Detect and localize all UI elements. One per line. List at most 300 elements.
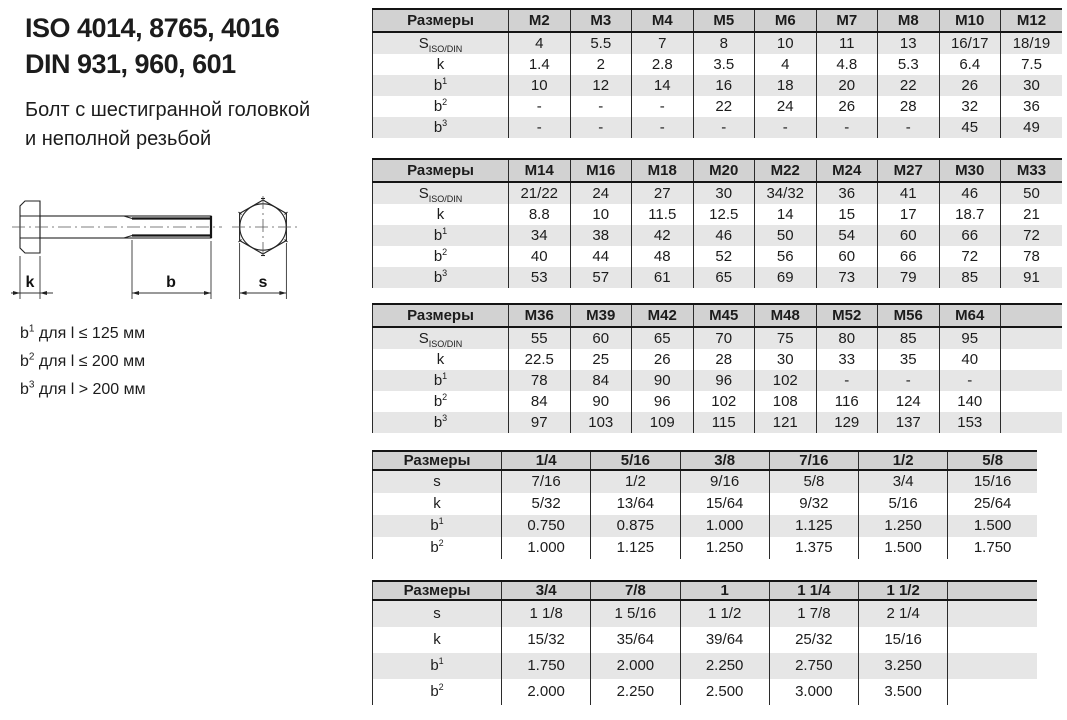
value-cell: 1.250	[859, 515, 948, 537]
value-cell: 80	[816, 327, 878, 349]
bolt-technical-drawing	[8, 188, 310, 310]
dimension-b	[132, 240, 211, 299]
table-row	[373, 470, 1038, 493]
value-cell: 15/16	[859, 627, 948, 653]
row-label: k	[373, 627, 502, 653]
empty-cell	[1001, 391, 1063, 412]
table-row	[373, 627, 1038, 653]
value-cell: 3.5	[693, 54, 755, 75]
value-cell: 73	[816, 267, 878, 288]
size-table-2	[372, 158, 1062, 288]
value-cell: 65	[693, 267, 755, 288]
value-cell: 21/22	[509, 182, 571, 204]
value-cell: 56	[755, 246, 817, 267]
value-cell: 11.5	[632, 204, 694, 225]
column-header: 5/16	[591, 451, 680, 470]
table-row	[373, 653, 1038, 679]
value-cell: 57	[570, 267, 632, 288]
value-cell: 35	[878, 349, 940, 370]
row-label: $b^2$	[373, 679, 502, 705]
column-header: M52	[816, 304, 878, 327]
value-cell: 153	[939, 412, 1001, 433]
value-cell: 140	[939, 391, 1001, 412]
value-cell: 9/16	[680, 470, 769, 493]
column-header: 1/2	[859, 451, 948, 470]
value-cell: 90	[570, 391, 632, 412]
header-row	[373, 451, 1038, 470]
column-header: M30	[939, 159, 1001, 182]
value-cell: 24	[570, 182, 632, 204]
value-cell: 0.875	[591, 515, 680, 537]
table-row	[373, 537, 1038, 559]
value-cell: 14	[632, 75, 694, 96]
value-cell: 13/64	[591, 493, 680, 515]
value-cell: 108	[755, 391, 817, 412]
table-row	[373, 225, 1063, 246]
header-row	[373, 159, 1063, 182]
value-cell: 96	[632, 391, 694, 412]
value-cell: 25	[570, 349, 632, 370]
empty-cell	[1001, 349, 1063, 370]
table-row	[373, 370, 1063, 391]
value-cell: 10	[755, 32, 817, 54]
value-cell: 7.5	[1001, 54, 1063, 75]
value-cell: 34/32	[755, 182, 817, 204]
value-cell: 1.000	[680, 515, 769, 537]
note-b2: $b^2$ для l ≤ 200 мм	[20, 351, 146, 370]
value-cell: 38	[570, 225, 632, 246]
value-cell: 16/17	[939, 32, 1001, 54]
value-cell: 2	[570, 54, 632, 75]
value-cell: 1.500	[859, 537, 948, 559]
value-cell: 1.125	[591, 537, 680, 559]
value-cell: 24	[755, 96, 817, 117]
value-cell: 129	[816, 412, 878, 433]
value-cell: 20	[816, 75, 878, 96]
value-cell: 1 1/2	[680, 600, 769, 627]
value-cell: -	[816, 370, 878, 391]
value-cell: 50	[1001, 182, 1063, 204]
value-cell: 55	[509, 327, 571, 349]
value-cell: 12.5	[693, 204, 755, 225]
value-cell: 40	[509, 246, 571, 267]
row-label: $b^3$	[373, 267, 509, 288]
column-header: 1 1/4	[769, 581, 858, 600]
row-label: $b^1$	[373, 515, 502, 537]
value-cell: 17	[878, 204, 940, 225]
corner-header: Размеры	[373, 451, 502, 470]
column-header: 5/8	[948, 451, 1037, 470]
value-cell: 14	[755, 204, 817, 225]
value-cell: 79	[878, 267, 940, 288]
value-cell: 44	[570, 246, 632, 267]
value-cell: 60	[878, 225, 940, 246]
value-cell: 1/2	[591, 470, 680, 493]
empty-cell	[948, 679, 1037, 705]
value-cell: 1.250	[680, 537, 769, 559]
header-row	[373, 9, 1063, 32]
value-cell: 28	[693, 349, 755, 370]
corner-header: Размеры	[373, 9, 509, 32]
row-label: s	[373, 600, 502, 627]
value-cell: 66	[878, 246, 940, 267]
value-cell: 60	[816, 246, 878, 267]
value-cell: 1.4	[509, 54, 571, 75]
row-label: $b^2$	[373, 391, 509, 412]
table-row	[373, 182, 1063, 204]
column-header: 3/4	[502, 581, 591, 600]
value-cell: 52	[693, 246, 755, 267]
value-cell: -	[693, 117, 755, 138]
value-cell: 25/64	[948, 493, 1037, 515]
value-cell: 46	[693, 225, 755, 246]
column-header: M48	[755, 304, 817, 327]
value-cell: 26	[632, 349, 694, 370]
row-label: $b^2$	[373, 537, 502, 559]
table-row	[373, 679, 1038, 705]
value-cell: 1.750	[502, 653, 591, 679]
value-cell: 18.7	[939, 204, 1001, 225]
value-cell: 30	[755, 349, 817, 370]
value-cell: 2.500	[680, 679, 769, 705]
value-cell: 85	[939, 267, 1001, 288]
value-cell: 65	[632, 327, 694, 349]
table-row	[373, 391, 1063, 412]
value-cell: 91	[1001, 267, 1063, 288]
column-header: M64	[939, 304, 1001, 327]
header-row	[373, 304, 1063, 327]
value-cell: -	[570, 96, 632, 117]
value-cell: 5/8	[769, 470, 858, 493]
value-cell: 84	[509, 391, 571, 412]
value-cell: 60	[570, 327, 632, 349]
value-cell: 27	[632, 182, 694, 204]
row-label: $b^1$	[373, 225, 509, 246]
value-cell: 18/19	[1001, 32, 1063, 54]
value-cell: 15/64	[680, 493, 769, 515]
value-cell: 2.250	[680, 653, 769, 679]
row-label: s	[373, 470, 502, 493]
value-cell: 2 1/4	[859, 600, 948, 627]
empty-cell	[948, 653, 1037, 679]
value-cell: 0.750	[502, 515, 591, 537]
value-cell: 30	[1001, 75, 1063, 96]
table-row	[373, 515, 1038, 537]
value-cell: 2.8	[632, 54, 694, 75]
row-label: k	[373, 54, 509, 75]
dim-label-k: k	[25, 274, 35, 291]
row-label: $b^2$	[373, 246, 509, 267]
value-cell: 10	[509, 75, 571, 96]
corner-header: Размеры	[373, 304, 509, 327]
value-cell: 26	[939, 75, 1001, 96]
value-cell: 78	[509, 370, 571, 391]
value-cell: 46	[939, 182, 1001, 204]
value-cell: 1.500	[948, 515, 1037, 537]
table-row	[373, 75, 1063, 96]
value-cell: 95	[939, 327, 1001, 349]
value-cell: 3/4	[859, 470, 948, 493]
value-cell: 1 5/16	[591, 600, 680, 627]
value-cell: 36	[1001, 96, 1063, 117]
value-cell: 115	[693, 412, 755, 433]
table-row	[373, 267, 1063, 288]
value-cell: 8.8	[509, 204, 571, 225]
value-cell: 4.8	[816, 54, 878, 75]
value-cell: 70	[693, 327, 755, 349]
column-header: M20	[693, 159, 755, 182]
empty-header	[1001, 304, 1063, 327]
table-row	[373, 117, 1063, 138]
value-cell: 45	[939, 117, 1001, 138]
value-cell: -	[878, 117, 940, 138]
column-header: M18	[632, 159, 694, 182]
column-header: M45	[693, 304, 755, 327]
value-cell: 42	[632, 225, 694, 246]
value-cell: 6.4	[939, 54, 1001, 75]
column-header: M39	[570, 304, 632, 327]
value-cell: 10	[570, 204, 632, 225]
value-cell: 102	[755, 370, 817, 391]
empty-cell	[948, 627, 1037, 653]
value-cell: 75	[755, 327, 817, 349]
value-cell: 26	[816, 96, 878, 117]
value-cell: 121	[755, 412, 817, 433]
value-cell: 13	[878, 32, 940, 54]
value-cell: 1.125	[769, 515, 858, 537]
value-cell: 109	[632, 412, 694, 433]
row-label: k	[373, 349, 509, 370]
column-header: M3	[570, 9, 632, 32]
table-row	[373, 600, 1038, 627]
value-cell: 41	[878, 182, 940, 204]
value-cell: 22	[693, 96, 755, 117]
value-cell: 66	[939, 225, 1001, 246]
value-cell: 53	[509, 267, 571, 288]
value-cell: 39/64	[680, 627, 769, 653]
value-cell: 49	[1001, 117, 1063, 138]
corner-header: Размеры	[373, 581, 502, 600]
value-cell: 5.3	[878, 54, 940, 75]
value-cell: 1.000	[502, 537, 591, 559]
value-cell: 4	[755, 54, 817, 75]
column-header: M8	[878, 9, 940, 32]
product-description	[25, 96, 310, 154]
header-row	[373, 581, 1038, 600]
row-label: $S_{ISO/DIN}$	[373, 182, 509, 204]
value-cell: 15/16	[948, 470, 1037, 493]
value-cell: 2.750	[769, 653, 858, 679]
column-header: M4	[632, 9, 694, 32]
column-header: M10	[939, 9, 1001, 32]
value-cell: 96	[693, 370, 755, 391]
value-cell: -	[509, 117, 571, 138]
value-cell: 69	[755, 267, 817, 288]
size-table-4	[372, 450, 1037, 559]
value-cell: -	[632, 96, 694, 117]
column-header: 7/16	[769, 451, 858, 470]
table-row	[373, 412, 1063, 433]
size-table-3	[372, 303, 1062, 433]
value-cell: 7	[632, 32, 694, 54]
column-header: M24	[816, 159, 878, 182]
value-cell: 84	[570, 370, 632, 391]
value-cell: 5.5	[570, 32, 632, 54]
row-label: $b^3$	[373, 412, 509, 433]
value-cell: 1 7/8	[769, 600, 858, 627]
table-row	[373, 246, 1063, 267]
bolt-end-view	[232, 196, 300, 258]
column-header: M7	[816, 9, 878, 32]
dim-label-b: b	[166, 274, 176, 291]
value-cell: 137	[878, 412, 940, 433]
empty-cell	[948, 600, 1037, 627]
column-header: M16	[570, 159, 632, 182]
size-table-5	[372, 580, 1037, 705]
iso-standards-line: ISO 4014, 8765, 4016	[25, 13, 280, 43]
value-cell: 78	[1001, 246, 1063, 267]
column-header: M42	[632, 304, 694, 327]
value-cell: 1 1/8	[502, 600, 591, 627]
corner-header: Размеры	[373, 159, 509, 182]
value-cell: 48	[632, 246, 694, 267]
note-b3: $b^3$ для l > 200 мм	[20, 379, 146, 398]
note-b1: $b^1$ для l ≤ 125 мм	[20, 323, 146, 342]
value-cell: 32	[939, 96, 1001, 117]
value-cell: 97	[509, 412, 571, 433]
bolt-side-view	[12, 201, 222, 253]
table-row	[373, 493, 1038, 515]
value-cell: 3.250	[859, 653, 948, 679]
row-label: k	[373, 493, 502, 515]
value-cell: 2.000	[502, 679, 591, 705]
description-line-1: Болт с шестигранной головкой	[25, 99, 311, 121]
value-cell: 50	[755, 225, 817, 246]
column-header: 3/8	[680, 451, 769, 470]
standards-title	[25, 10, 279, 82]
column-header: M12	[1001, 9, 1063, 32]
row-label: $S_{ISO/DIN}$	[373, 32, 509, 54]
value-cell: 25/32	[769, 627, 858, 653]
table-row	[373, 32, 1063, 54]
value-cell: 2.000	[591, 653, 680, 679]
value-cell: 102	[693, 391, 755, 412]
value-cell: 61	[632, 267, 694, 288]
value-cell: 7/16	[502, 470, 591, 493]
value-cell: 8	[693, 32, 755, 54]
value-cell: -	[878, 370, 940, 391]
value-cell: 35/64	[591, 627, 680, 653]
value-cell: 16	[693, 75, 755, 96]
size-table-1	[372, 8, 1062, 138]
row-label: k	[373, 204, 509, 225]
value-cell: 5/16	[859, 493, 948, 515]
value-cell: 12	[570, 75, 632, 96]
value-cell: 36	[816, 182, 878, 204]
value-cell: 3.000	[769, 679, 858, 705]
table-row	[373, 204, 1063, 225]
value-cell: 116	[816, 391, 878, 412]
column-header: M33	[1001, 159, 1063, 182]
description-line-2: и неполной резьбой	[25, 128, 212, 150]
value-cell: 1.375	[769, 537, 858, 559]
value-cell: 4	[509, 32, 571, 54]
row-label: $b^1$	[373, 75, 509, 96]
value-cell: 124	[878, 391, 940, 412]
column-header: M5	[693, 9, 755, 32]
value-cell: -	[755, 117, 817, 138]
row-label: $b^1$	[373, 370, 509, 391]
column-header: M36	[509, 304, 571, 327]
value-cell: -	[632, 117, 694, 138]
dim-label-s: s	[258, 274, 268, 291]
value-cell: 18	[755, 75, 817, 96]
value-cell: 103	[570, 412, 632, 433]
row-label: $b^1$	[373, 653, 502, 679]
empty-cell	[1001, 370, 1063, 391]
value-cell: 90	[632, 370, 694, 391]
value-cell: 11	[816, 32, 878, 54]
value-cell: 85	[878, 327, 940, 349]
empty-header	[948, 581, 1037, 600]
column-header: 1 1/2	[859, 581, 948, 600]
value-cell: -	[939, 370, 1001, 391]
value-cell: 15/32	[502, 627, 591, 653]
value-cell: 1.750	[948, 537, 1037, 559]
value-cell: 30	[693, 182, 755, 204]
thread-length-notes	[20, 320, 146, 404]
value-cell: 21	[1001, 204, 1063, 225]
value-cell: 5/32	[502, 493, 591, 515]
value-cell: 72	[939, 246, 1001, 267]
table-row	[373, 96, 1063, 117]
value-cell: 22.5	[509, 349, 571, 370]
table-row	[373, 327, 1063, 349]
value-cell: 28	[878, 96, 940, 117]
value-cell: 72	[1001, 225, 1063, 246]
table-row	[373, 54, 1063, 75]
column-header: M14	[509, 159, 571, 182]
din-standards-line: DIN 931, 960, 601	[25, 49, 236, 79]
value-cell: 54	[816, 225, 878, 246]
column-header: M2	[509, 9, 571, 32]
column-header: M22	[755, 159, 817, 182]
column-header: M6	[755, 9, 817, 32]
value-cell: 15	[816, 204, 878, 225]
dimension-k	[11, 256, 53, 299]
value-cell: -	[509, 96, 571, 117]
value-cell: 34	[509, 225, 571, 246]
column-header: 7/8	[591, 581, 680, 600]
column-header: M27	[878, 159, 940, 182]
value-cell: 2.250	[591, 679, 680, 705]
row-label: $b^2$	[373, 96, 509, 117]
value-cell: -	[816, 117, 878, 138]
table-row	[373, 349, 1063, 370]
value-cell: 40	[939, 349, 1001, 370]
row-label: $S_{ISO/DIN}$	[373, 327, 509, 349]
value-cell: 22	[878, 75, 940, 96]
column-header: M56	[878, 304, 940, 327]
empty-cell	[1001, 327, 1063, 349]
value-cell: 9/32	[769, 493, 858, 515]
value-cell: 33	[816, 349, 878, 370]
value-cell: -	[570, 117, 632, 138]
column-header: 1	[680, 581, 769, 600]
row-label: $b^3$	[373, 117, 509, 138]
empty-cell	[1001, 412, 1063, 433]
value-cell: 3.500	[859, 679, 948, 705]
